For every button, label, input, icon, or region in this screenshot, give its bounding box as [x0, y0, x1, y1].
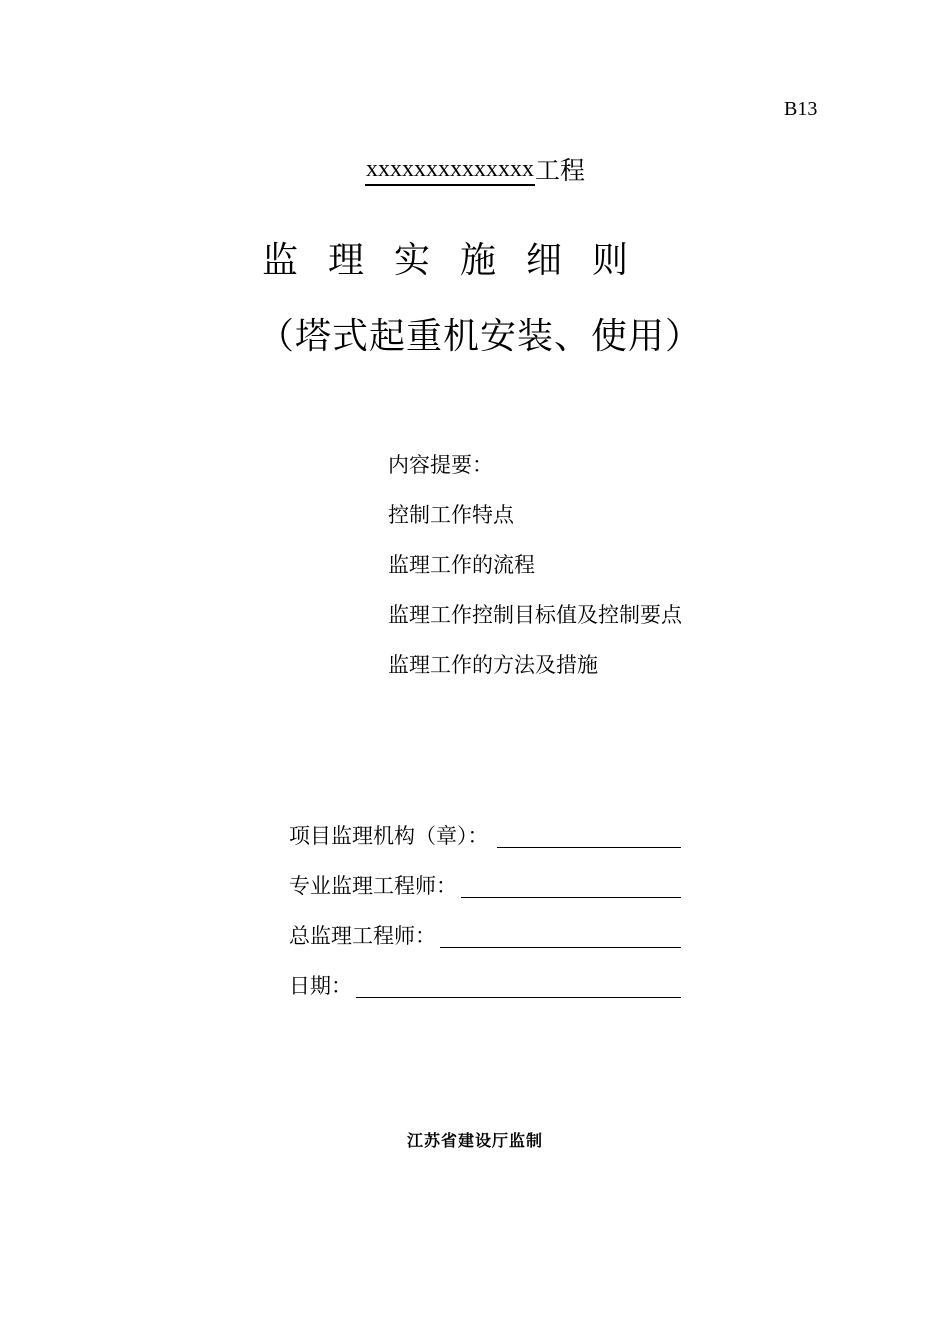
- signature-label: 总监理工程师：: [289, 924, 436, 948]
- project-line: [0, 154, 950, 186]
- signature-line: [461, 877, 681, 898]
- summary-item: 监理工作的方法及措施: [388, 653, 598, 677]
- signature-line: [497, 827, 682, 848]
- signature-line: [440, 927, 681, 948]
- signature-row-organization: [289, 800, 681, 850]
- document-code: B13: [784, 98, 818, 120]
- project-name: xxxxxxxxxxxxxx: [365, 154, 535, 186]
- document-title: 监理实施细则: [262, 240, 659, 281]
- summary-heading: 内容提要：: [388, 453, 493, 477]
- summary-item: 控制工作特点: [388, 503, 514, 527]
- summary-item: 监理工作的流程: [388, 553, 535, 577]
- document-subtitle: （塔式起重机安装、使用）: [258, 316, 703, 357]
- summary-section: [388, 452, 682, 702]
- signature-label: 项目监理机构（章）：: [289, 824, 489, 848]
- signature-row-chief-engineer: [289, 900, 681, 950]
- signature-section: [289, 800, 681, 1000]
- signature-label: 日期：: [289, 974, 352, 998]
- signature-label: 专业监理工程师：: [289, 874, 457, 898]
- signature-row-specialist-engineer: [289, 850, 681, 900]
- signature-line: [356, 977, 681, 998]
- project-suffix: 工程: [534, 156, 585, 185]
- footer-issuer: 江苏省建设厅监制: [406, 1131, 543, 1150]
- signature-row-date: [289, 950, 681, 1000]
- summary-item: 监理工作控制目标值及控制要点: [388, 603, 682, 627]
